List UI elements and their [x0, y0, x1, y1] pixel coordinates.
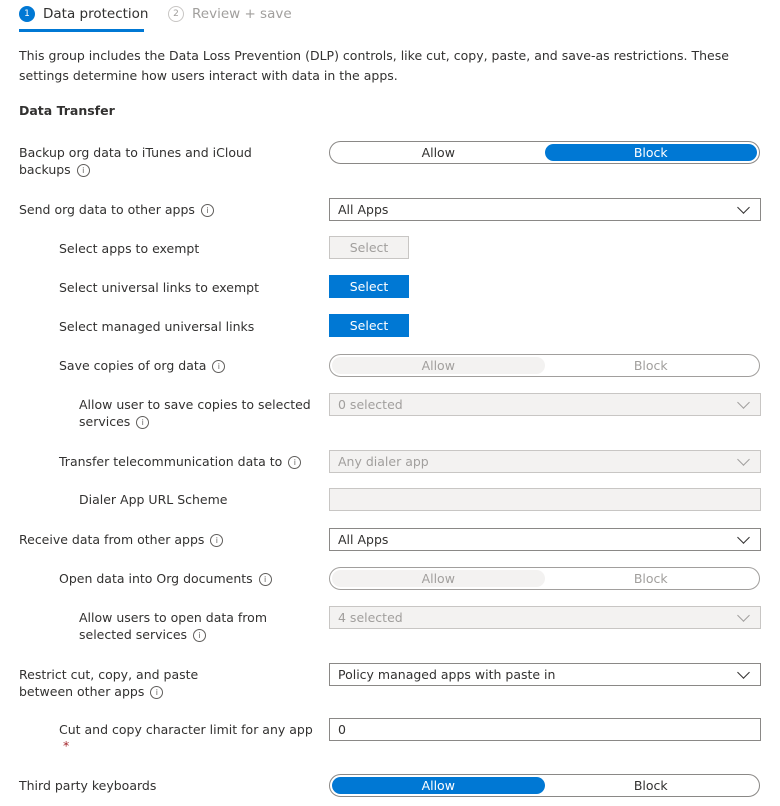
open-data-label: [59, 570, 319, 587]
dialer-url-input[interactable]: [329, 488, 761, 511]
universal-links-label: Select universal links to exempt: [59, 280, 259, 295]
required-asterisk: *: [63, 738, 70, 753]
dropdown-value: 0 selected: [338, 397, 403, 412]
info-icon[interactable]: i: [201, 204, 214, 217]
keyboards-label: Third party keyboards: [19, 778, 157, 793]
step-number-2: 2: [168, 6, 184, 22]
info-icon[interactable]: i: [193, 629, 206, 642]
chevron-down-icon: [737, 396, 750, 409]
restrict-paste-label: [19, 666, 249, 700]
toggle-allow[interactable]: Allow: [332, 357, 545, 374]
label-text: Restrict cut, copy, and paste between other apps: [19, 667, 199, 699]
info-icon[interactable]: i: [212, 360, 225, 373]
char-limit-label: Cut and copy character limit for any app: [59, 722, 313, 737]
backup-label: [19, 144, 259, 178]
chevron-down-icon: [737, 666, 750, 679]
chevron-down-icon: [737, 201, 750, 214]
dropdown-value: Any dialer app: [338, 454, 429, 469]
send-label: [19, 201, 279, 218]
save-copies-toggle[interactable]: [329, 354, 760, 377]
label-text: Allow users to open data from selected services: [79, 610, 268, 642]
info-icon[interactable]: i: [288, 456, 301, 469]
info-icon[interactable]: i: [210, 534, 223, 547]
receive-dropdown[interactable]: [329, 528, 761, 551]
char-limit-input[interactable]: 0: [329, 718, 761, 741]
label-text: Backup org data to iTunes and iCloud backups: [19, 145, 252, 177]
select-universal-links-button[interactable]: Select: [329, 275, 409, 298]
label-text: Allow user to save copies to selected services: [79, 397, 311, 429]
info-icon[interactable]: i: [136, 416, 149, 429]
active-tab-indicator: [19, 29, 144, 32]
receive-label: [19, 531, 279, 548]
save-services-dropdown[interactable]: [329, 393, 761, 416]
select-managed-links-button[interactable]: Select: [329, 314, 409, 337]
dropdown-value: 4 selected: [338, 610, 403, 625]
toggle-block[interactable]: Block: [633, 571, 668, 586]
open-services-label: [79, 609, 319, 643]
exempt-apps-label: Select apps to exempt: [59, 241, 200, 256]
managed-links-label: Select managed universal links: [59, 319, 255, 334]
chevron-down-icon: [737, 609, 750, 622]
toggle-block[interactable]: Block: [545, 144, 758, 161]
open-services-dropdown[interactable]: [329, 606, 761, 629]
info-icon[interactable]: i: [259, 573, 272, 586]
info-icon[interactable]: i: [77, 164, 90, 177]
dialer-url-label: Dialer App URL Scheme: [79, 492, 228, 507]
label-text: Open data into Org documents: [59, 571, 253, 586]
send-dropdown[interactable]: [329, 198, 761, 221]
label-text: Save copies of org data: [59, 358, 207, 373]
label-text: Transfer telecommunication data to: [59, 454, 283, 469]
select-apps-exempt-button[interactable]: Select: [329, 236, 409, 259]
save-copies-label: [59, 357, 319, 374]
backup-toggle[interactable]: [329, 141, 760, 164]
keyboards-toggle[interactable]: [329, 774, 760, 797]
tab-label: Review + save: [192, 6, 292, 22]
restrict-paste-dropdown[interactable]: [329, 663, 761, 686]
telecom-label: [59, 453, 319, 470]
dropdown-value: Policy managed apps with paste in: [338, 667, 556, 682]
toggle-allow[interactable]: Allow: [332, 777, 545, 794]
tab-label: Data protection: [43, 6, 149, 22]
label-text: Send org data to other apps: [19, 202, 195, 217]
dropdown-value: All Apps: [338, 202, 389, 217]
info-icon[interactable]: i: [150, 686, 163, 699]
toggle-block[interactable]: Block: [633, 358, 668, 373]
tab-review-save[interactable]: [168, 6, 292, 22]
chevron-down-icon: [737, 531, 750, 544]
label-text: Receive data from other apps: [19, 532, 205, 547]
toggle-block[interactable]: Block: [633, 778, 668, 793]
section-description: This group includes the Data Loss Prevention (DLP) controls, like cut, copy, paste, and save-as restrictions. These settings determine how users interact with data in the apps.: [19, 48, 729, 83]
dropdown-value: All Apps: [338, 532, 389, 547]
telecom-dropdown[interactable]: [329, 450, 761, 473]
chevron-down-icon: [737, 453, 750, 466]
open-data-toggle[interactable]: [329, 567, 760, 590]
section-title: Data Transfer: [19, 103, 115, 118]
save-services-label: [79, 396, 314, 430]
toggle-allow[interactable]: Allow: [421, 145, 455, 160]
step-number-1: 1: [19, 6, 35, 22]
toggle-allow[interactable]: Allow: [332, 570, 545, 587]
tab-data-protection[interactable]: [19, 6, 149, 22]
